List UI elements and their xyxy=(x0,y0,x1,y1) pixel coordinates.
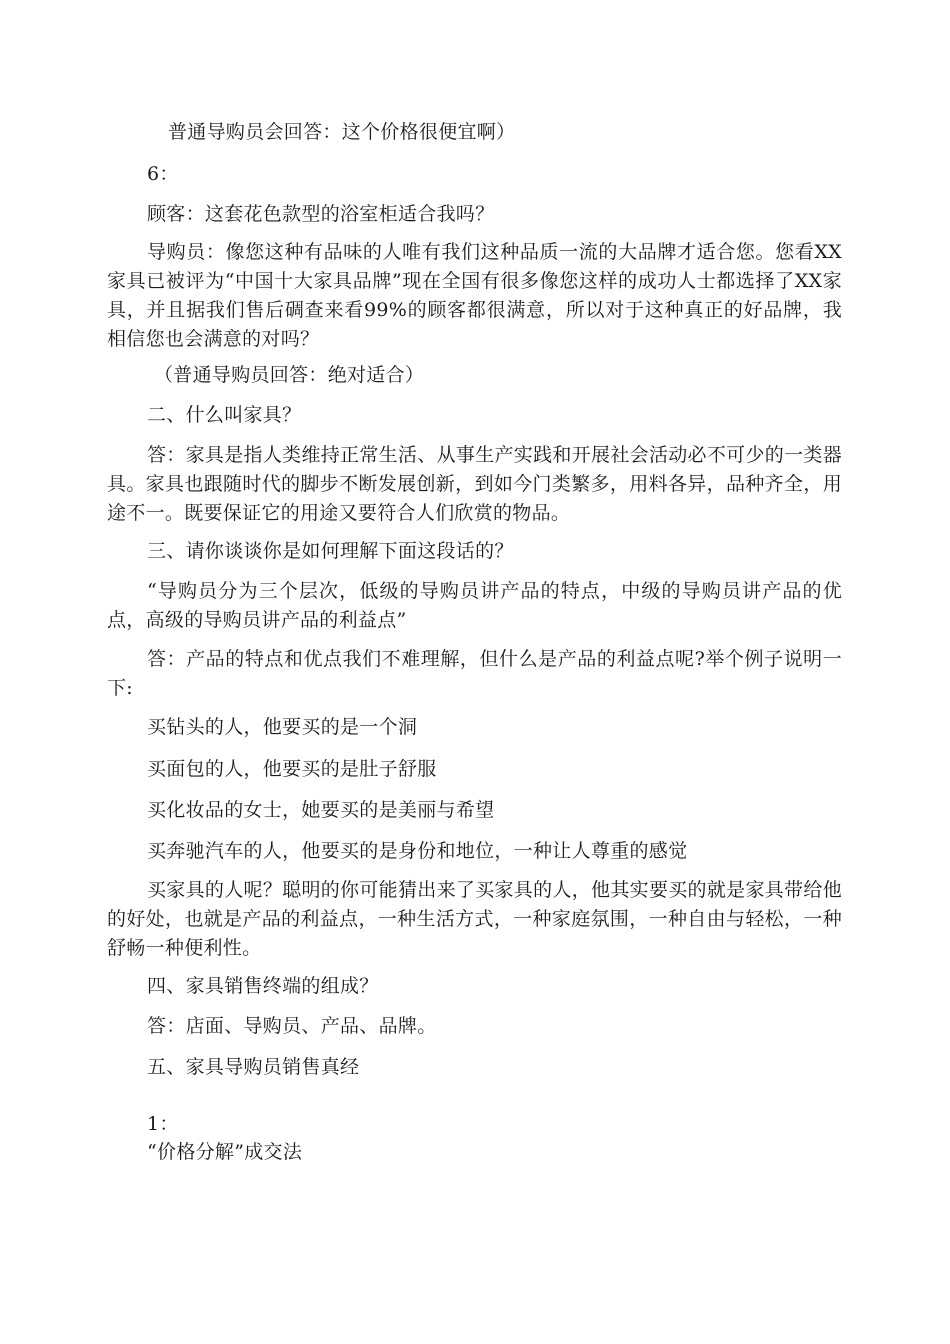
paragraph-5: （普通导购员回答：绝对适合） xyxy=(154,364,425,386)
paragraph-20: “价格分解”成交法 xyxy=(147,1141,303,1163)
paragraph-12: 买面包的人，他要买的是肚子舒服 xyxy=(147,758,437,780)
paragraph-19: 1： xyxy=(147,1113,179,1135)
paragraph-11: 买钻头的人，他要买的是一个洞 xyxy=(147,716,418,738)
paragraph-6: 二、什么叫家具？ xyxy=(147,404,302,426)
paragraph-1: 普通导购员会回答：这个价格很便宜啊） xyxy=(168,121,516,143)
paragraph-3: 顾客：这套花色款型的浴室柜适合我吗？ xyxy=(147,203,495,225)
paragraph-17: 答：店面、导购员、产品、品牌。 xyxy=(147,1015,437,1037)
paragraph-9: “导购员分为三个层次，低级的导购员讲产品的特点，中级的导购员讲产品的优点，高级的导购员讲产品的利益点” xyxy=(107,580,842,631)
paragraph-7: 答：家具是指人类维持正常生活、从事生产实践和开展社会活动必不可少的一类器具。家具也跟随时代的脚步不断发展创新，到如今门类繁多，用料各异，品种齐全，用途不一。既要保证它的用途又要符合人们欣赏的物品。 xyxy=(107,444,842,524)
paragraph-8: 三、请你谈谈你是如何理解下面这段话的？ xyxy=(147,540,514,562)
paragraph-2: 6： xyxy=(147,163,179,185)
paragraph-14: 买奔驰汽车的人，他要买的是身份和地位，一种让人尊重的感觉 xyxy=(147,840,688,862)
paragraph-13: 买化妆品的女士，她要买的是美丽与希望 xyxy=(147,799,495,821)
paragraph-4: 导购员：像您这种有品味的人唯有我们这种品质一流的大品牌才适合您。您看XX家具已被评为“中国十大家具品牌”现在全国有很多像您这样的成功人士都选择了XX家具，并且据我们售后碉查来看99%的顾客都很满意，所以对于这种真正的好品牌，我相信您也会满意的对吗？ xyxy=(107,241,842,350)
paragraph-18: 五、家具导购员销售真经 xyxy=(147,1056,360,1078)
paragraph-10: 答：产品的特点和优点我们不难理解，但什么是产品的利益点呢?举个例子说明一下: xyxy=(107,648,842,699)
paragraph-15: 买家具的人呢？聪明的你可能猜出来了买家具的人，他其实要买的就是家具带给他的好处，也就是产品的利益点，一种生活方式，一种家庭氛围，一种自由与轻松，一种舒畅一种便利性。 xyxy=(107,879,842,959)
paragraph-16: 四、家具销售终端的组成？ xyxy=(147,975,379,997)
